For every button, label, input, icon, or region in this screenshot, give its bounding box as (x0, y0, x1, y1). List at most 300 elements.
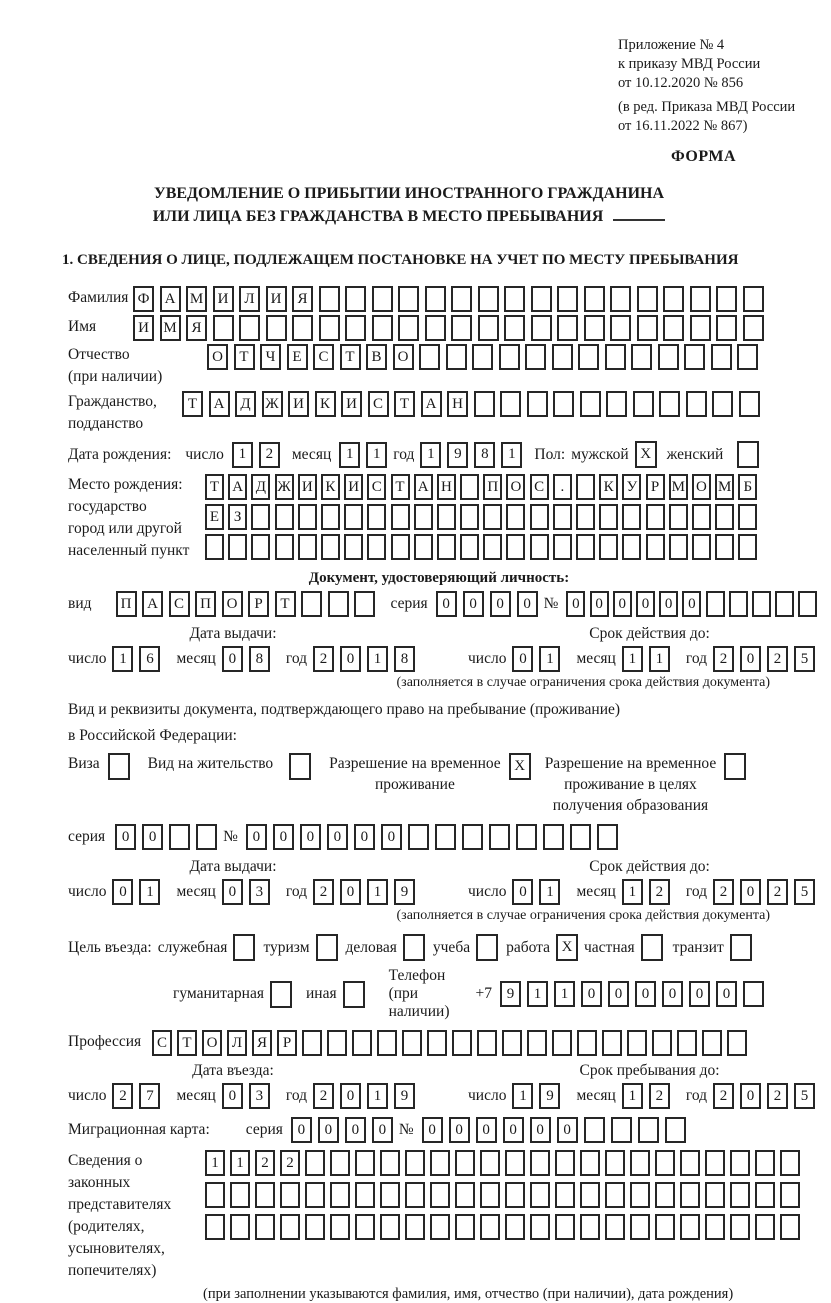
char-cell[interactable] (330, 1182, 350, 1208)
char-cell[interactable]: 0 (503, 1117, 524, 1143)
char-cell[interactable] (435, 824, 456, 850)
char-cell[interactable] (730, 1182, 750, 1208)
char-cell[interactable]: 0 (566, 591, 585, 617)
char-cell[interactable]: Н (447, 391, 468, 417)
char-cell[interactable]: 2 (259, 442, 280, 468)
char-cell[interactable] (305, 1182, 325, 1208)
char-cell[interactable] (321, 504, 340, 530)
char-cell[interactable] (446, 344, 467, 370)
char-cell[interactable] (474, 391, 495, 417)
char-cell[interactable] (478, 286, 499, 312)
char-cell[interactable]: А (421, 391, 442, 417)
char-cell[interactable]: 6 (139, 646, 160, 672)
char-cell[interactable]: 1 (420, 442, 441, 468)
char-cell[interactable]: Б (738, 474, 757, 500)
char-cell[interactable] (743, 981, 764, 1007)
char-cell[interactable] (584, 286, 605, 312)
char-cell[interactable]: А (160, 286, 181, 312)
char-cell[interactable]: 0 (436, 591, 457, 617)
char-cell[interactable]: О (393, 344, 414, 370)
char-cell[interactable]: С (169, 591, 190, 617)
purpose-tourism-checkbox[interactable] (316, 934, 338, 961)
char-cell[interactable]: 9 (447, 442, 468, 468)
char-cell[interactable] (580, 1214, 600, 1240)
char-cell[interactable] (605, 1182, 625, 1208)
char-cell[interactable]: 1 (367, 879, 388, 905)
char-cell[interactable] (531, 315, 552, 341)
char-cell[interactable] (712, 391, 733, 417)
char-cell[interactable] (477, 1030, 497, 1056)
char-cell[interactable]: 0 (340, 646, 361, 672)
char-cell[interactable]: 8 (474, 442, 495, 468)
char-cell[interactable]: А (142, 591, 163, 617)
char-cell[interactable] (705, 1214, 725, 1240)
char-cell[interactable]: 0 (340, 1083, 361, 1109)
char-cell[interactable]: Я (252, 1030, 272, 1056)
char-cell[interactable] (580, 391, 601, 417)
char-cell[interactable] (319, 286, 340, 312)
char-cell[interactable] (372, 286, 393, 312)
char-cell[interactable] (655, 1214, 675, 1240)
char-cell[interactable]: 0 (222, 646, 243, 672)
char-cell[interactable] (555, 1182, 575, 1208)
char-cell[interactable] (578, 344, 599, 370)
char-cell[interactable] (500, 391, 521, 417)
char-cell[interactable]: 3 (249, 879, 270, 905)
char-cell[interactable]: Д (251, 474, 270, 500)
char-cell[interactable] (483, 504, 502, 530)
char-cell[interactable] (452, 1030, 472, 1056)
char-cell[interactable] (646, 504, 665, 530)
char-cell[interactable] (355, 1214, 375, 1240)
char-cell[interactable]: 8 (394, 646, 415, 672)
char-cell[interactable] (298, 504, 317, 530)
char-cell[interactable]: 1 (139, 879, 160, 905)
char-cell[interactable] (205, 1182, 225, 1208)
char-cell[interactable] (677, 1030, 697, 1056)
char-cell[interactable] (610, 315, 631, 341)
char-cell[interactable]: Д (235, 391, 256, 417)
char-cell[interactable]: А (414, 474, 433, 500)
char-cell[interactable]: 1 (512, 1083, 533, 1109)
char-cell[interactable]: 0 (490, 591, 511, 617)
char-cell[interactable] (345, 286, 366, 312)
char-cell[interactable]: 0 (345, 1117, 366, 1143)
char-cell[interactable]: Т (234, 344, 255, 370)
char-cell[interactable]: И (133, 315, 154, 341)
char-cell[interactable]: 1 (367, 646, 388, 672)
char-cell[interactable]: 0 (449, 1117, 470, 1143)
char-cell[interactable]: Е (287, 344, 308, 370)
char-cell[interactable] (780, 1150, 800, 1176)
char-cell[interactable]: 2 (713, 879, 734, 905)
char-cell[interactable] (576, 534, 595, 560)
char-cell[interactable]: 0 (613, 591, 632, 617)
char-cell[interactable] (355, 1182, 375, 1208)
char-cell[interactable] (690, 315, 711, 341)
char-cell[interactable] (455, 1182, 475, 1208)
char-cell[interactable] (391, 504, 410, 530)
char-cell[interactable]: 1 (622, 1083, 643, 1109)
char-cell[interactable] (430, 1150, 450, 1176)
char-cell[interactable]: 2 (713, 646, 734, 672)
char-cell[interactable] (652, 1030, 672, 1056)
sex-male-checkbox[interactable]: X (635, 441, 657, 468)
char-cell[interactable]: Ж (275, 474, 294, 500)
char-cell[interactable] (637, 286, 658, 312)
char-cell[interactable]: С (367, 474, 386, 500)
purpose-business-checkbox[interactable] (233, 934, 255, 961)
purpose-other-checkbox[interactable] (343, 981, 365, 1008)
rvp-checkbox[interactable]: X (509, 753, 531, 780)
char-cell[interactable]: Ф (133, 286, 154, 312)
char-cell[interactable]: Р (646, 474, 665, 500)
char-cell[interactable] (702, 1030, 722, 1056)
purpose-transit-checkbox[interactable] (730, 934, 752, 961)
char-cell[interactable] (460, 474, 479, 500)
char-cell[interactable] (516, 824, 537, 850)
char-cell[interactable] (737, 344, 758, 370)
char-cell[interactable] (460, 504, 479, 530)
char-cell[interactable]: 5 (794, 879, 815, 905)
purpose-private-checkbox[interactable] (641, 934, 663, 961)
char-cell[interactable] (557, 315, 578, 341)
char-cell[interactable] (730, 1214, 750, 1240)
char-cell[interactable]: З (228, 504, 247, 530)
char-cell[interactable]: 0 (635, 981, 656, 1007)
char-cell[interactable]: 0 (636, 591, 655, 617)
char-cell[interactable] (405, 1214, 425, 1240)
char-cell[interactable] (530, 1182, 550, 1208)
char-cell[interactable] (391, 534, 410, 560)
char-cell[interactable] (655, 1182, 675, 1208)
char-cell[interactable]: 2 (255, 1150, 275, 1176)
char-cell[interactable] (480, 1150, 500, 1176)
char-cell[interactable] (530, 1214, 550, 1240)
char-cell[interactable] (377, 1030, 397, 1056)
char-cell[interactable] (584, 315, 605, 341)
char-cell[interactable] (319, 315, 340, 341)
char-cell[interactable]: И (266, 286, 287, 312)
char-cell[interactable]: Н (437, 474, 456, 500)
char-cell[interactable] (437, 534, 456, 560)
purpose-study-checkbox[interactable] (476, 934, 498, 961)
char-cell[interactable] (506, 534, 525, 560)
char-cell[interactable] (367, 504, 386, 530)
char-cell[interactable] (527, 391, 548, 417)
char-cell[interactable]: И (344, 474, 363, 500)
char-cell[interactable] (451, 286, 472, 312)
char-cell[interactable] (462, 824, 483, 850)
char-cell[interactable] (743, 286, 764, 312)
char-cell[interactable] (380, 1182, 400, 1208)
char-cell[interactable] (525, 344, 546, 370)
char-cell[interactable] (230, 1182, 250, 1208)
char-cell[interactable]: 0 (381, 824, 402, 850)
char-cell[interactable] (630, 1182, 650, 1208)
char-cell[interactable] (602, 1030, 622, 1056)
char-cell[interactable] (669, 504, 688, 530)
char-cell[interactable]: 2 (112, 1083, 133, 1109)
char-cell[interactable] (738, 504, 757, 530)
char-cell[interactable] (705, 1182, 725, 1208)
char-cell[interactable]: 2 (713, 1083, 734, 1109)
char-cell[interactable] (543, 824, 564, 850)
char-cell[interactable] (637, 315, 658, 341)
char-cell[interactable]: 0 (581, 981, 602, 1007)
char-cell[interactable] (692, 534, 711, 560)
char-cell[interactable] (460, 534, 479, 560)
char-cell[interactable] (638, 1117, 659, 1143)
char-cell[interactable]: К (599, 474, 618, 500)
char-cell[interactable]: И (288, 391, 309, 417)
char-cell[interactable] (405, 1150, 425, 1176)
char-cell[interactable] (478, 315, 499, 341)
char-cell[interactable]: Ж (262, 391, 283, 417)
char-cell[interactable]: К (315, 391, 336, 417)
char-cell[interactable]: Т (340, 344, 361, 370)
char-cell[interactable] (425, 315, 446, 341)
char-cell[interactable] (610, 286, 631, 312)
char-cell[interactable]: 3 (249, 1083, 270, 1109)
char-cell[interactable]: М (715, 474, 734, 500)
char-cell[interactable]: 0 (512, 646, 533, 672)
residence-permit-checkbox[interactable] (289, 753, 311, 780)
char-cell[interactable]: 2 (313, 879, 334, 905)
char-cell[interactable] (597, 824, 618, 850)
char-cell[interactable]: 0 (222, 879, 243, 905)
char-cell[interactable]: 1 (366, 442, 387, 468)
char-cell[interactable]: 0 (557, 1117, 578, 1143)
char-cell[interactable]: В (366, 344, 387, 370)
char-cell[interactable]: 2 (649, 879, 670, 905)
purpose-commercial-checkbox[interactable] (403, 934, 425, 961)
char-cell[interactable] (330, 1150, 350, 1176)
char-cell[interactable] (530, 534, 549, 560)
char-cell[interactable] (499, 344, 520, 370)
char-cell[interactable] (663, 315, 684, 341)
char-cell[interactable]: 1 (622, 879, 643, 905)
char-cell[interactable] (239, 315, 260, 341)
char-cell[interactable] (527, 1030, 547, 1056)
char-cell[interactable] (205, 534, 224, 560)
char-cell[interactable] (655, 1150, 675, 1176)
char-cell[interactable]: . (553, 474, 572, 500)
purpose-humanitarian-checkbox[interactable] (270, 981, 292, 1008)
char-cell[interactable] (580, 1150, 600, 1176)
char-cell[interactable] (398, 315, 419, 341)
char-cell[interactable] (606, 391, 627, 417)
char-cell[interactable] (665, 1117, 686, 1143)
char-cell[interactable] (504, 286, 525, 312)
char-cell[interactable]: М (669, 474, 688, 500)
char-cell[interactable] (355, 1150, 375, 1176)
char-cell[interactable] (280, 1214, 300, 1240)
char-cell[interactable]: М (160, 315, 181, 341)
char-cell[interactable] (430, 1214, 450, 1240)
char-cell[interactable] (505, 1214, 525, 1240)
char-cell[interactable]: Я (186, 315, 207, 341)
char-cell[interactable] (755, 1214, 775, 1240)
char-cell[interactable] (738, 534, 757, 560)
char-cell[interactable]: 1 (554, 981, 575, 1007)
sex-female-checkbox[interactable] (737, 441, 759, 468)
char-cell[interactable] (706, 591, 725, 617)
char-cell[interactable]: П (195, 591, 216, 617)
char-cell[interactable] (627, 1030, 647, 1056)
char-cell[interactable]: 0 (222, 1083, 243, 1109)
char-cell[interactable]: 5 (794, 646, 815, 672)
char-cell[interactable]: 5 (794, 1083, 815, 1109)
char-cell[interactable] (743, 315, 764, 341)
char-cell[interactable]: И (341, 391, 362, 417)
char-cell[interactable] (298, 534, 317, 560)
char-cell[interactable] (292, 315, 313, 341)
char-cell[interactable] (402, 1030, 422, 1056)
char-cell[interactable]: 0 (318, 1117, 339, 1143)
char-cell[interactable] (275, 534, 294, 560)
char-cell[interactable] (328, 591, 349, 617)
char-cell[interactable]: Т (275, 591, 296, 617)
char-cell[interactable] (425, 286, 446, 312)
char-cell[interactable]: Т (205, 474, 224, 500)
char-cell[interactable]: 0 (327, 824, 348, 850)
char-cell[interactable] (605, 344, 626, 370)
char-cell[interactable] (480, 1182, 500, 1208)
char-cell[interactable] (352, 1030, 372, 1056)
char-cell[interactable]: 2 (649, 1083, 670, 1109)
char-cell[interactable] (680, 1214, 700, 1240)
char-cell[interactable] (380, 1150, 400, 1176)
char-cell[interactable]: 8 (249, 646, 270, 672)
char-cell[interactable]: 1 (339, 442, 360, 468)
char-cell[interactable]: Р (277, 1030, 297, 1056)
char-cell[interactable]: П (116, 591, 137, 617)
char-cell[interactable] (504, 315, 525, 341)
char-cell[interactable] (367, 534, 386, 560)
char-cell[interactable] (506, 504, 525, 530)
char-cell[interactable]: 0 (422, 1117, 443, 1143)
char-cell[interactable] (630, 1214, 650, 1240)
char-cell[interactable] (730, 1150, 750, 1176)
char-cell[interactable] (255, 1182, 275, 1208)
char-cell[interactable] (576, 504, 595, 530)
char-cell[interactable] (692, 504, 711, 530)
char-cell[interactable] (576, 474, 595, 500)
char-cell[interactable] (344, 534, 363, 560)
char-cell[interactable]: 0 (662, 981, 683, 1007)
char-cell[interactable] (729, 591, 748, 617)
char-cell[interactable]: 1 (622, 646, 643, 672)
char-cell[interactable]: 1 (649, 646, 670, 672)
char-cell[interactable]: 1 (539, 646, 560, 672)
char-cell[interactable] (505, 1150, 525, 1176)
char-cell[interactable] (716, 286, 737, 312)
char-cell[interactable]: 2 (767, 879, 788, 905)
char-cell[interactable] (557, 286, 578, 312)
char-cell[interactable]: Т (182, 391, 203, 417)
char-cell[interactable] (372, 315, 393, 341)
char-cell[interactable] (205, 1214, 225, 1240)
char-cell[interactable] (715, 504, 734, 530)
char-cell[interactable]: 0 (273, 824, 294, 850)
char-cell[interactable]: А (228, 474, 247, 500)
char-cell[interactable] (584, 1117, 605, 1143)
char-cell[interactable]: 7 (139, 1083, 160, 1109)
char-cell[interactable] (196, 824, 217, 850)
char-cell[interactable] (599, 534, 618, 560)
char-cell[interactable] (344, 504, 363, 530)
visa-checkbox[interactable] (108, 753, 130, 780)
char-cell[interactable] (169, 824, 190, 850)
char-cell[interactable]: 0 (463, 591, 484, 617)
char-cell[interactable] (611, 1117, 632, 1143)
char-cell[interactable] (570, 824, 591, 850)
char-cell[interactable]: 0 (517, 591, 538, 617)
char-cell[interactable] (552, 344, 573, 370)
char-cell[interactable] (633, 391, 654, 417)
char-cell[interactable]: 0 (246, 824, 267, 850)
char-cell[interactable] (530, 504, 549, 530)
char-cell[interactable] (251, 504, 270, 530)
char-cell[interactable]: 0 (300, 824, 321, 850)
char-cell[interactable]: 1 (230, 1150, 250, 1176)
char-cell[interactable]: О (207, 344, 228, 370)
char-cell[interactable]: Я (292, 286, 313, 312)
char-cell[interactable] (755, 1182, 775, 1208)
char-cell[interactable] (345, 315, 366, 341)
char-cell[interactable]: 0 (682, 591, 701, 617)
char-cell[interactable]: 0 (590, 591, 609, 617)
char-cell[interactable]: 1 (501, 442, 522, 468)
char-cell[interactable]: С (313, 344, 334, 370)
char-cell[interactable]: 9 (539, 1083, 560, 1109)
char-cell[interactable] (669, 534, 688, 560)
char-cell[interactable] (414, 534, 433, 560)
char-cell[interactable] (302, 1030, 322, 1056)
char-cell[interactable]: 9 (394, 879, 415, 905)
char-cell[interactable]: 0 (530, 1117, 551, 1143)
char-cell[interactable] (502, 1030, 522, 1056)
char-cell[interactable]: Т (394, 391, 415, 417)
char-cell[interactable] (230, 1214, 250, 1240)
char-cell[interactable] (489, 824, 510, 850)
char-cell[interactable] (739, 391, 760, 417)
char-cell[interactable]: 0 (476, 1117, 497, 1143)
char-cell[interactable] (275, 504, 294, 530)
char-cell[interactable]: 0 (740, 646, 761, 672)
char-cell[interactable] (775, 591, 794, 617)
char-cell[interactable] (266, 315, 287, 341)
char-cell[interactable]: 1 (367, 1083, 388, 1109)
char-cell[interactable] (305, 1214, 325, 1240)
char-cell[interactable] (408, 824, 429, 850)
char-cell[interactable]: 2 (313, 1083, 334, 1109)
char-cell[interactable]: 1 (205, 1150, 225, 1176)
char-cell[interactable]: 0 (740, 1083, 761, 1109)
char-cell[interactable] (301, 591, 322, 617)
char-cell[interactable] (752, 591, 771, 617)
char-cell[interactable]: С (152, 1030, 172, 1056)
char-cell[interactable]: Л (239, 286, 260, 312)
char-cell[interactable]: Л (227, 1030, 247, 1056)
char-cell[interactable] (553, 534, 572, 560)
char-cell[interactable] (680, 1150, 700, 1176)
char-cell[interactable] (380, 1214, 400, 1240)
char-cell[interactable]: 1 (539, 879, 560, 905)
char-cell[interactable]: 0 (340, 879, 361, 905)
char-cell[interactable]: И (298, 474, 317, 500)
